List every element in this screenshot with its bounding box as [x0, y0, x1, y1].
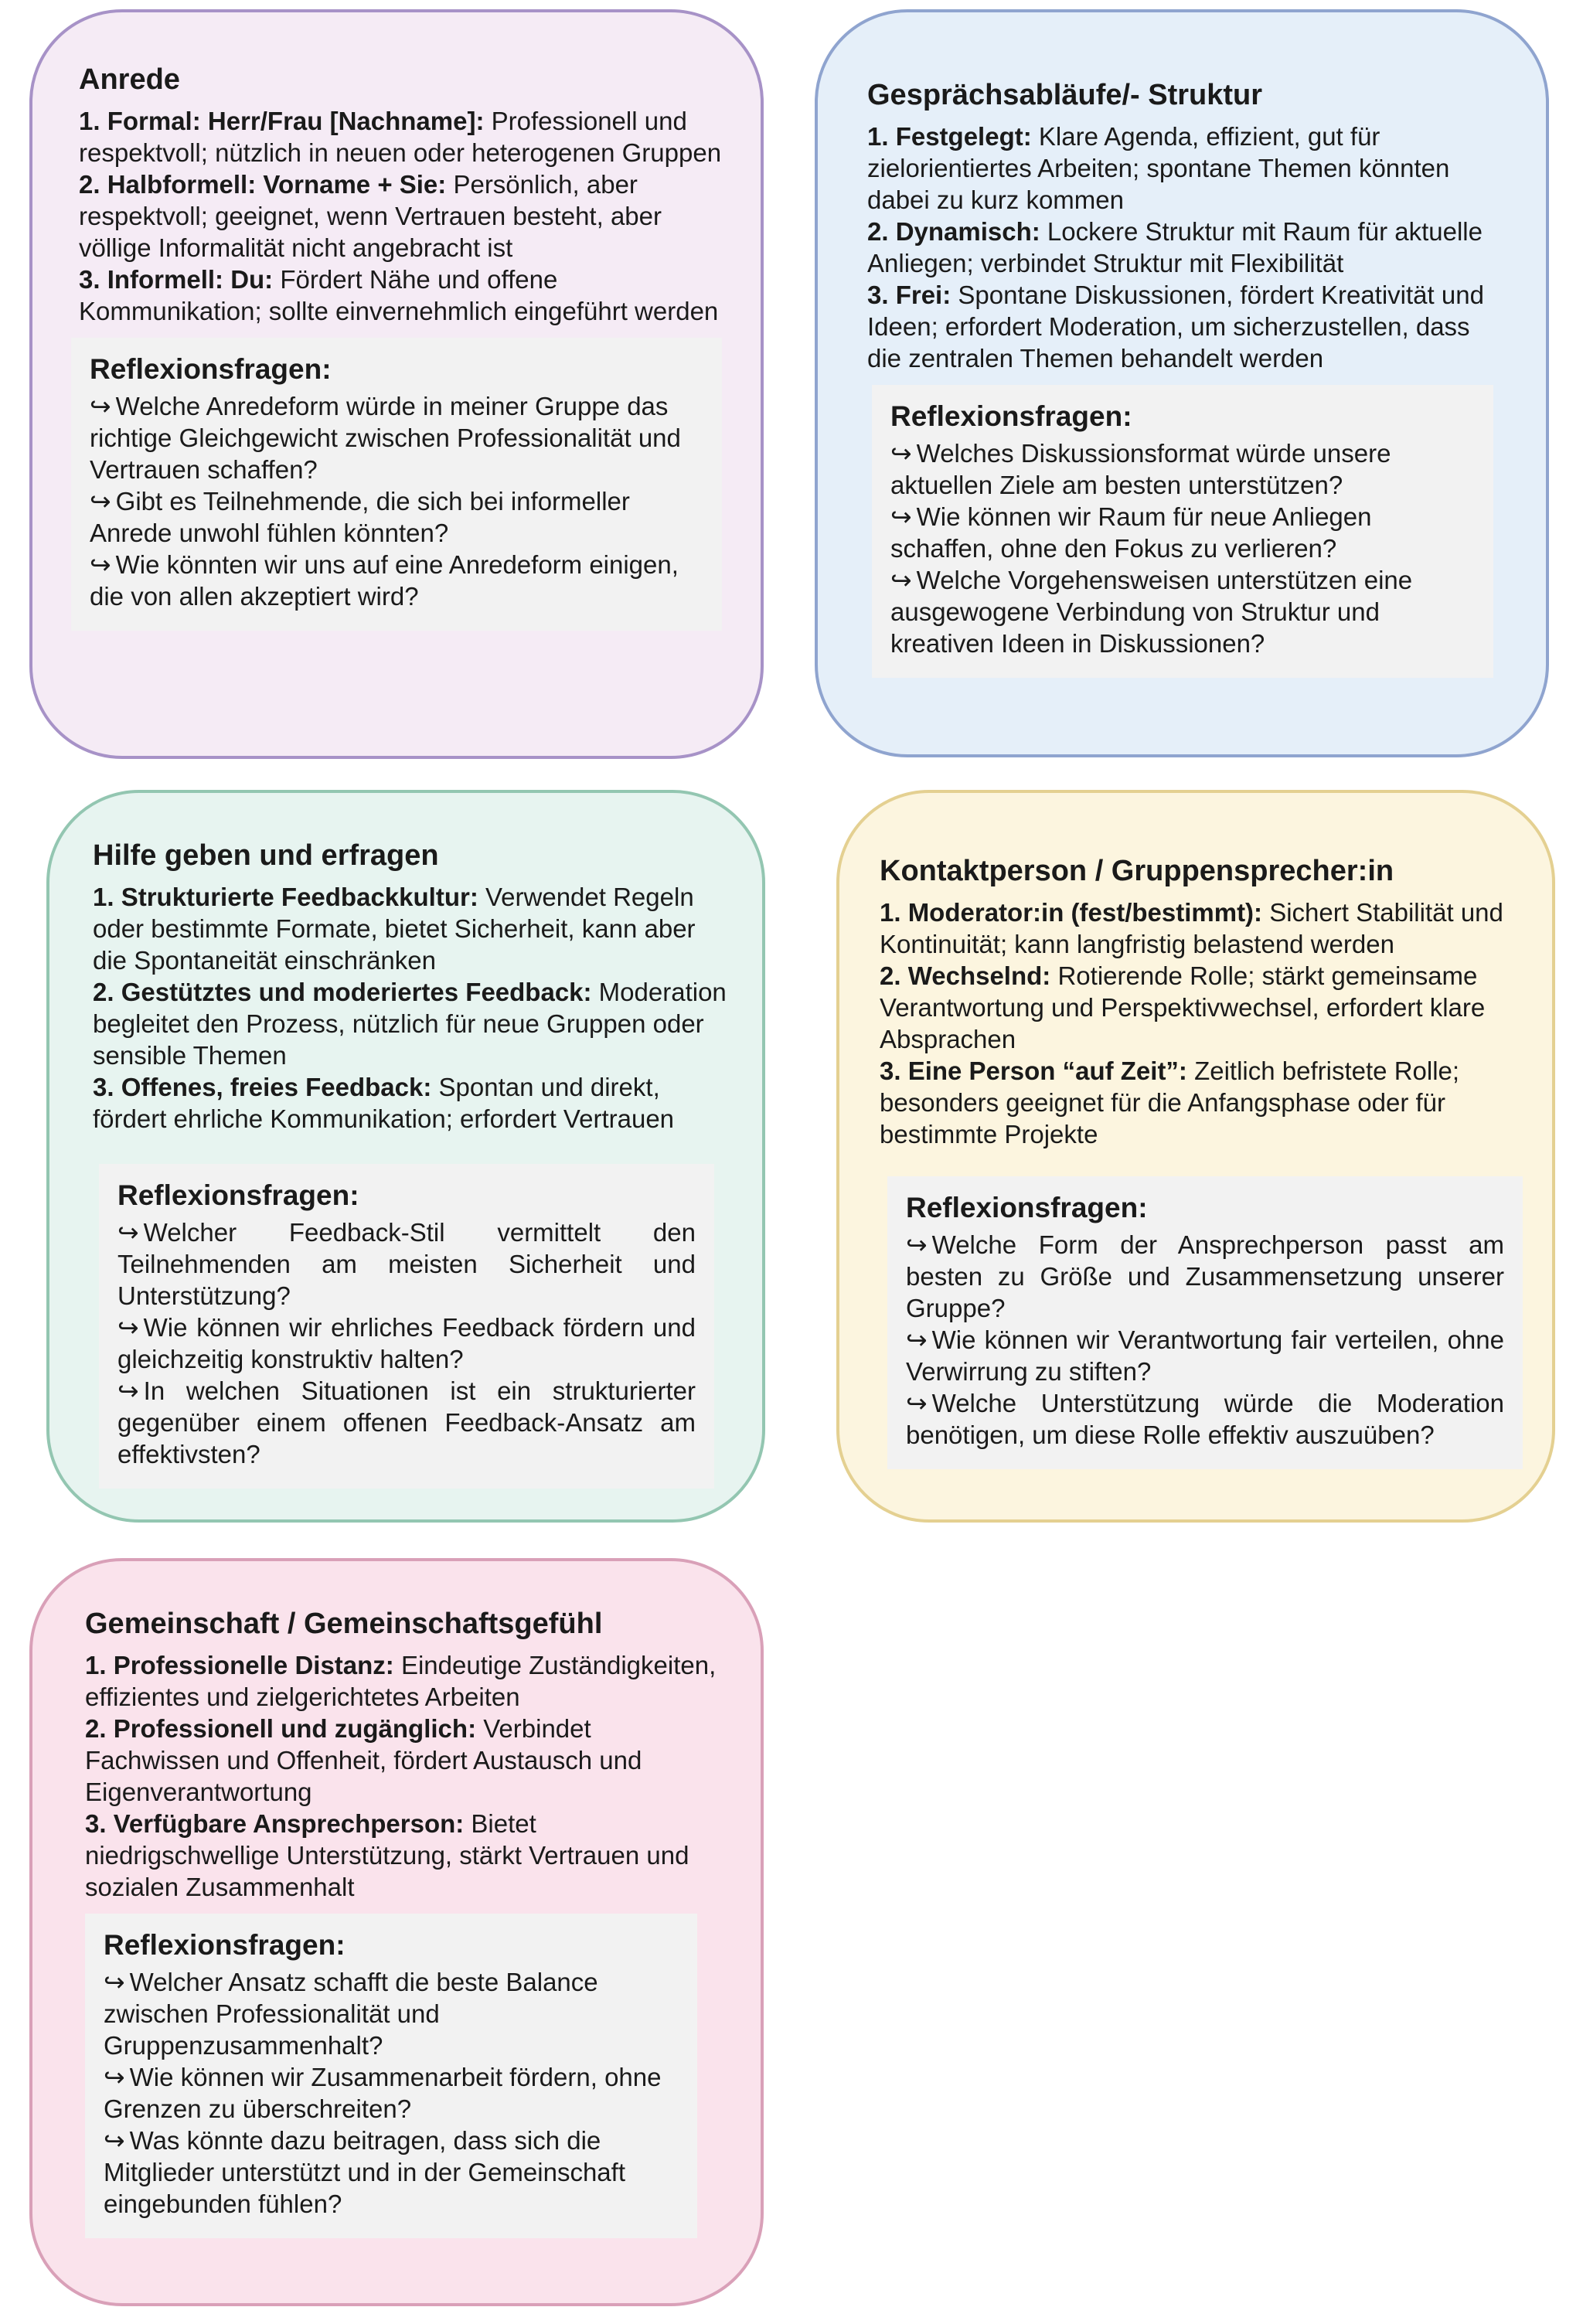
reflection-question — [906, 1229, 1504, 1324]
option-text: Spontan und direkt, fördert ehrliche Kommunikation; erfordert Vertrauen — [93, 1073, 675, 1133]
reflection-question — [90, 549, 703, 612]
question-text: Welcher Ansatz schafft die beste Balance zwischen Professionalität und Gruppenzusammenhalt? — [104, 1968, 598, 2060]
question-text: Wie könnten wir uns auf eine Anredeform einigen, die von allen akzeptiert wird? — [90, 550, 679, 611]
reflection-question — [906, 1387, 1504, 1451]
question-text: Gibt es Teilnehmende, die sich bei informeller Anrede unwohl fühlen könnten? — [90, 487, 630, 547]
option-label: 1. Festgelegt: — [867, 122, 1032, 151]
return-arrow-icon: ↪ — [104, 1968, 125, 1996]
question-text: Welche Anredeform würde in meiner Gruppe das richtige Gleichgewicht zwischen Professionalität und Vertrauen schaffen? — [90, 392, 681, 484]
question-text: Wie können wir Raum für neue Anliegen schaffen, ohne den Fokus zu verlieren? — [890, 502, 1372, 563]
reflection-title: Reflexionsfragen: — [890, 400, 1132, 432]
reflection-box — [71, 338, 722, 631]
card-kontaktperson — [836, 790, 1555, 1523]
card-title: Hilfe geben und erfragen — [93, 839, 439, 872]
option-label: 3. Offenes, freies Feedback: — [93, 1073, 432, 1101]
option-frei — [867, 279, 1510, 374]
reflection-question — [906, 1324, 1504, 1387]
return-arrow-icon: ↪ — [90, 487, 111, 515]
question-text: Welches Diskussionsformat würde unsere aktuellen Ziele am besten unterstützen? — [890, 439, 1391, 499]
reflection-title: Reflexionsfragen: — [90, 353, 332, 385]
return-arrow-icon: ↪ — [117, 1313, 139, 1342]
reflection-box — [887, 1176, 1523, 1469]
option-text: Fördert Nähe und offene Kommunikation; sollte einvernehmlich eingeführt werden — [79, 265, 719, 325]
question-text: Wie können wir Verantwortung fair verteilen, ohne Verwirrung zu stiften? — [906, 1325, 1504, 1386]
return-arrow-icon: ↪ — [906, 1230, 928, 1259]
option-zugaenglich — [85, 1713, 725, 1808]
reflection-title: Reflexionsfragen: — [117, 1179, 359, 1211]
option-moderator — [880, 897, 1517, 960]
option-text: Zeitlich befristete Rolle; besonders geeignet für die Anfangsphase oder für bestimmte Projekte — [880, 1057, 1460, 1148]
option-label: 3. Frei: — [867, 281, 952, 309]
option-text: Rotierende Rolle; stärkt gemeinsame Verantwortung und Perspektivwechsel, erfordert klare Absprachen — [880, 961, 1486, 1053]
reflection-title: Reflexionsfragen: — [906, 1192, 1148, 1223]
option-festgelegt — [867, 121, 1510, 216]
option-text: Bietet niedrigschwellige Unterstützung, stärkt Vertrauen und sozialen Zusammenhalt — [85, 1809, 689, 1901]
question-text: Welcher Feedback-Stil vermittelt den Teilnehmenden am meisten Sicherheit und Unterstützung? — [117, 1218, 696, 1310]
return-arrow-icon: ↪ — [104, 2126, 125, 2155]
return-arrow-icon: ↪ — [890, 439, 912, 468]
option-text: Lockere Struktur mit Raum für aktuelle Anliegen; verbindet Struktur mit Flexibilität — [867, 217, 1483, 277]
option-label: 1. Formal: Herr/Frau [Nachname]: — [79, 107, 485, 135]
return-arrow-icon: ↪ — [104, 2063, 125, 2091]
return-arrow-icon: ↪ — [117, 1218, 139, 1247]
return-arrow-icon: ↪ — [90, 392, 111, 420]
reflection-question — [90, 390, 703, 485]
option-formal — [79, 105, 725, 168]
option-offen — [93, 1071, 727, 1135]
option-label: 1. Moderator:in (fest/bestimmt): — [880, 898, 1263, 927]
option-informell — [79, 264, 725, 327]
reflection-box — [99, 1164, 714, 1489]
option-distanz — [85, 1649, 725, 1713]
card-title: Anrede — [79, 63, 180, 96]
option-label: 2. Gestütztes und moderiertes Feedback: — [93, 978, 592, 1006]
option-text: Eindeutige Zuständigkeiten, effizientes und zielgerichtetes Arbeiten — [85, 1651, 717, 1711]
reflection-box — [85, 1914, 697, 2238]
reflection-box — [872, 385, 1493, 678]
question-text: Wie können wir ehrliches Feedback fördern und gleichzeitig konstruktiv halten? — [117, 1313, 696, 1373]
option-label: 2. Professionell und zugänglich: — [85, 1714, 477, 1743]
option-strukturiert — [93, 881, 727, 976]
card-anrede — [29, 9, 764, 759]
option-label: 3. Informell: Du: — [79, 265, 274, 294]
reflection-question — [104, 2125, 679, 2220]
card-title: Gesprächsabläufe/- Struktur — [867, 79, 1263, 111]
question-text: Welche Vorgehensweisen unterstützen eine ausgewogene Verbindung von Struktur und kreativen Ideen in Diskussionen? — [890, 566, 1413, 658]
reflection-question — [104, 1966, 679, 2061]
reflection-question — [104, 2061, 679, 2125]
reflection-question — [117, 1375, 696, 1470]
return-arrow-icon: ↪ — [906, 1325, 928, 1354]
option-dynamisch — [867, 216, 1510, 279]
reflection-title: Reflexionsfragen: — [104, 1929, 346, 1961]
question-text: Welche Form der Ansprechperson passt am besten zu Größe und Zusammensetzung unserer Gruppe? — [906, 1230, 1504, 1322]
option-text: Moderation begleitet den Prozess, nützlich für neue Gruppen oder sensible Themen — [93, 978, 727, 1070]
card-title: Kontaktperson / Gruppensprecher:in — [880, 855, 1394, 887]
option-halbformell — [79, 168, 725, 264]
return-arrow-icon: ↪ — [90, 550, 111, 579]
return-arrow-icon: ↪ — [890, 566, 912, 594]
option-label: 1. Professionelle Distanz: — [85, 1651, 394, 1679]
option-text: Persönlich, aber respektvoll; geeignet, wenn Vertrauen besteht, aber völlige Informalität nicht angebracht ist — [79, 170, 662, 262]
option-ansprechperson — [85, 1808, 725, 1903]
return-arrow-icon: ↪ — [890, 502, 912, 531]
option-label: 1. Strukturierte Feedbackkultur: — [93, 883, 478, 911]
option-label: 2. Wechselnd: — [880, 961, 1051, 990]
reflection-question — [890, 501, 1475, 564]
reflection-question — [890, 564, 1475, 659]
return-arrow-icon: ↪ — [906, 1389, 928, 1417]
reflection-question — [90, 485, 703, 549]
option-gestuetzt — [93, 976, 727, 1071]
return-arrow-icon: ↪ — [117, 1376, 139, 1405]
option-label: 3. Verfügbare Ansprechperson: — [85, 1809, 465, 1838]
card-title: Gemeinschaft / Gemeinschaftsgefühl — [85, 1608, 603, 1640]
card-hilfe-geben — [46, 790, 765, 1523]
reflection-question — [117, 1312, 696, 1375]
option-label: 2. Halbformell: Vorname + Sie: — [79, 170, 447, 199]
question-text: Was könnte dazu beitragen, dass sich die Mitglieder unterstützt und in der Gemeinschaft eingebunden fühlen? — [104, 2126, 626, 2218]
option-auf-zeit — [880, 1055, 1517, 1150]
reflection-question — [890, 437, 1475, 501]
option-text: Verwendet Regeln oder bestimmte Formate, bietet Sicherheit, kann aber die Spontaneität einschränken — [93, 883, 696, 975]
option-text: Professionell und respektvoll; nützlich in neuen oder heterogenen Gruppen — [79, 107, 722, 167]
question-text: In welchen Situationen ist ein strukturierter gegenüber einem offenen Feedback-Ansatz am effektivsten? — [117, 1376, 696, 1468]
option-text: Sichert Stabilität und Kontinuität; kann langfristig belastend werden — [880, 898, 1503, 958]
option-label: 2. Dynamisch: — [867, 217, 1040, 246]
reflection-question — [117, 1216, 696, 1312]
card-gespraechsablaeufe — [815, 9, 1549, 757]
question-text: Welche Unterstützung würde die Moderation benötigen, um diese Rolle effektiv auszuüben? — [906, 1389, 1504, 1449]
option-wechselnd — [880, 960, 1517, 1055]
option-label: 3. Eine Person “auf Zeit”: — [880, 1057, 1187, 1085]
option-text: Klare Agenda, effizient, gut für zielorientiertes Arbeiten; spontane Themen könnten dabei zu kurz kommen — [867, 122, 1450, 214]
option-text: Spontane Diskussionen, fördert Kreativität und Ideen; erfordert Moderation, um sicherzustellen, dass die zentralen Themen behandelt werden — [867, 281, 1484, 373]
option-text: Verbindet Fachwissen und Offenheit, fördert Austausch und Eigenverantwortung — [85, 1714, 642, 1806]
card-gemeinschaft — [29, 1558, 764, 2306]
question-text: Wie können wir Zusammenarbeit fördern, ohne Grenzen zu überschreiten? — [104, 2063, 662, 2123]
